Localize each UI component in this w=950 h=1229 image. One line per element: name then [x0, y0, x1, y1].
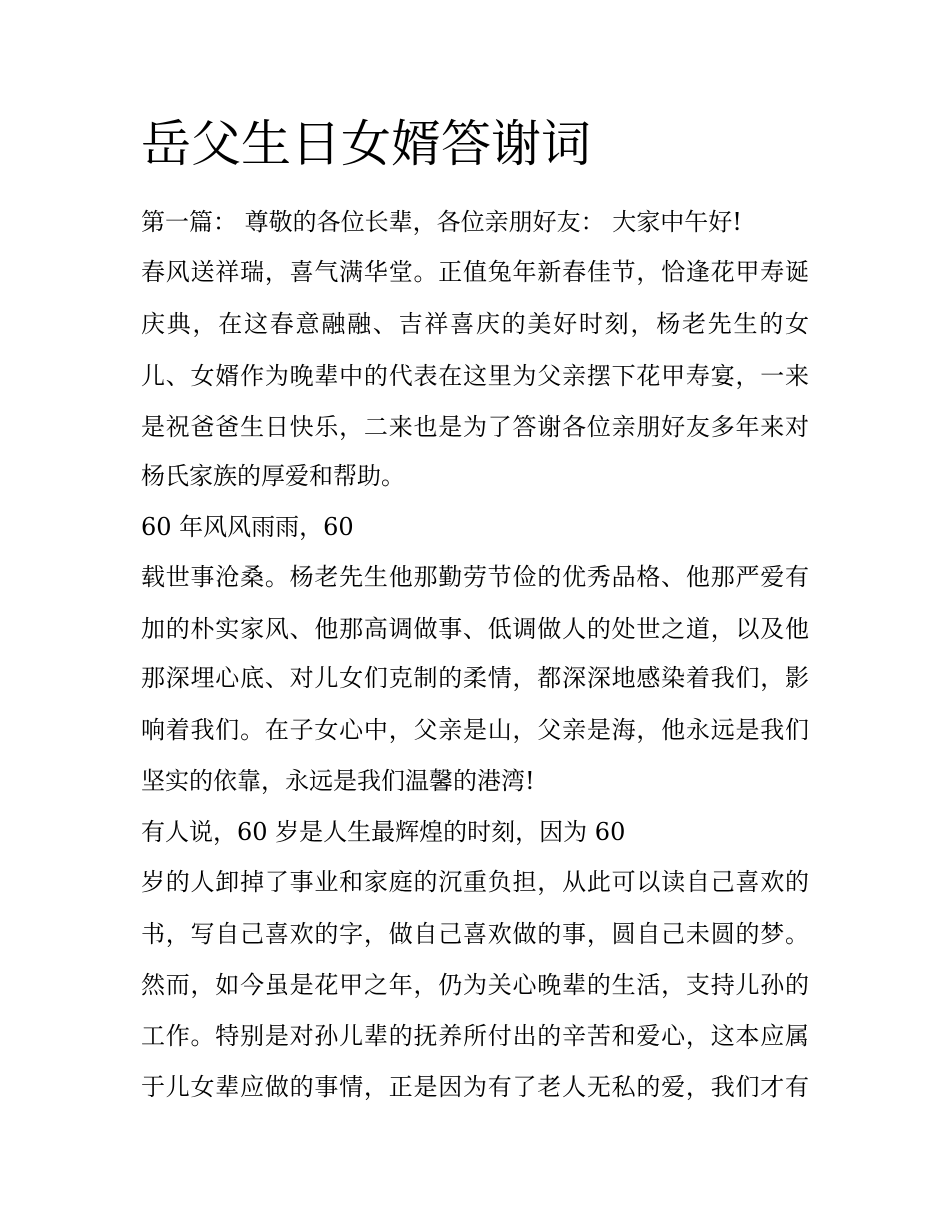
paragraph-line: 儿、女婿作为晚辈中的代表在这里为父亲摆下花甲寿宴，一来	[141, 362, 809, 390]
paragraph-line: 第一篇： 尊敬的各位长辈，各位亲朋好友： 大家中午好!	[141, 208, 742, 236]
paragraph-line: 然而，如今虽是花甲之年，仍为关心晚辈的生活，支持儿孙的	[141, 971, 809, 999]
paragraph-line: 有人说，60 岁是人生最辉煌的时刻，因为 60	[141, 818, 626, 846]
paragraph-line: 庆典，在这春意融融、吉祥喜庆的美好时刻，杨老先生的女	[141, 310, 809, 338]
paragraph-line: 60 年风风雨雨，60	[141, 513, 354, 541]
paragraph-line: 岁的人卸掉了事业和家庭的沉重负担，从此可以读自己喜欢的	[141, 868, 809, 896]
paragraph-line: 坚实的依靠，永远是我们温馨的港湾!	[141, 767, 535, 795]
paragraph-line: 杨氏家族的厚爱和帮助。	[141, 462, 405, 490]
paragraph-line: 春风送祥瑞，喜气满华堂。正值兔年新春佳节，恰逢花甲寿诞	[141, 258, 809, 286]
paragraph-line: 是祝爸爸生日快乐，二来也是为了答谢各位亲朋好友多年来对	[141, 413, 809, 441]
paragraph-line: 加的朴实家风、他那高调做事、低调做人的处世之道，以及他	[141, 615, 809, 643]
paragraph-line: 那深埋心底、对儿女们克制的柔情，都深深地感染着我们，影	[141, 664, 809, 692]
paragraph-line: 工作。特别是对孙儿辈的抚养所付出的辛苦和爱心，这本应属	[141, 1022, 809, 1050]
document-title: 岳父生日女婿答谢词	[141, 115, 591, 173]
paragraph-line: 载世事沧桑。杨老先生他那勤劳节俭的优秀品格、他那严爱有	[141, 563, 809, 591]
paragraph-line: 响着我们。在子女心中，父亲是山，父亲是海，他永远是我们	[141, 716, 809, 744]
paragraph-line: 于儿女辈应做的事情，正是因为有了老人无私的爱，我们才有	[141, 1073, 809, 1101]
paragraph-line: 书，写自己喜欢的字，做自己喜欢做的事，圆自己未圆的梦。	[141, 920, 809, 948]
